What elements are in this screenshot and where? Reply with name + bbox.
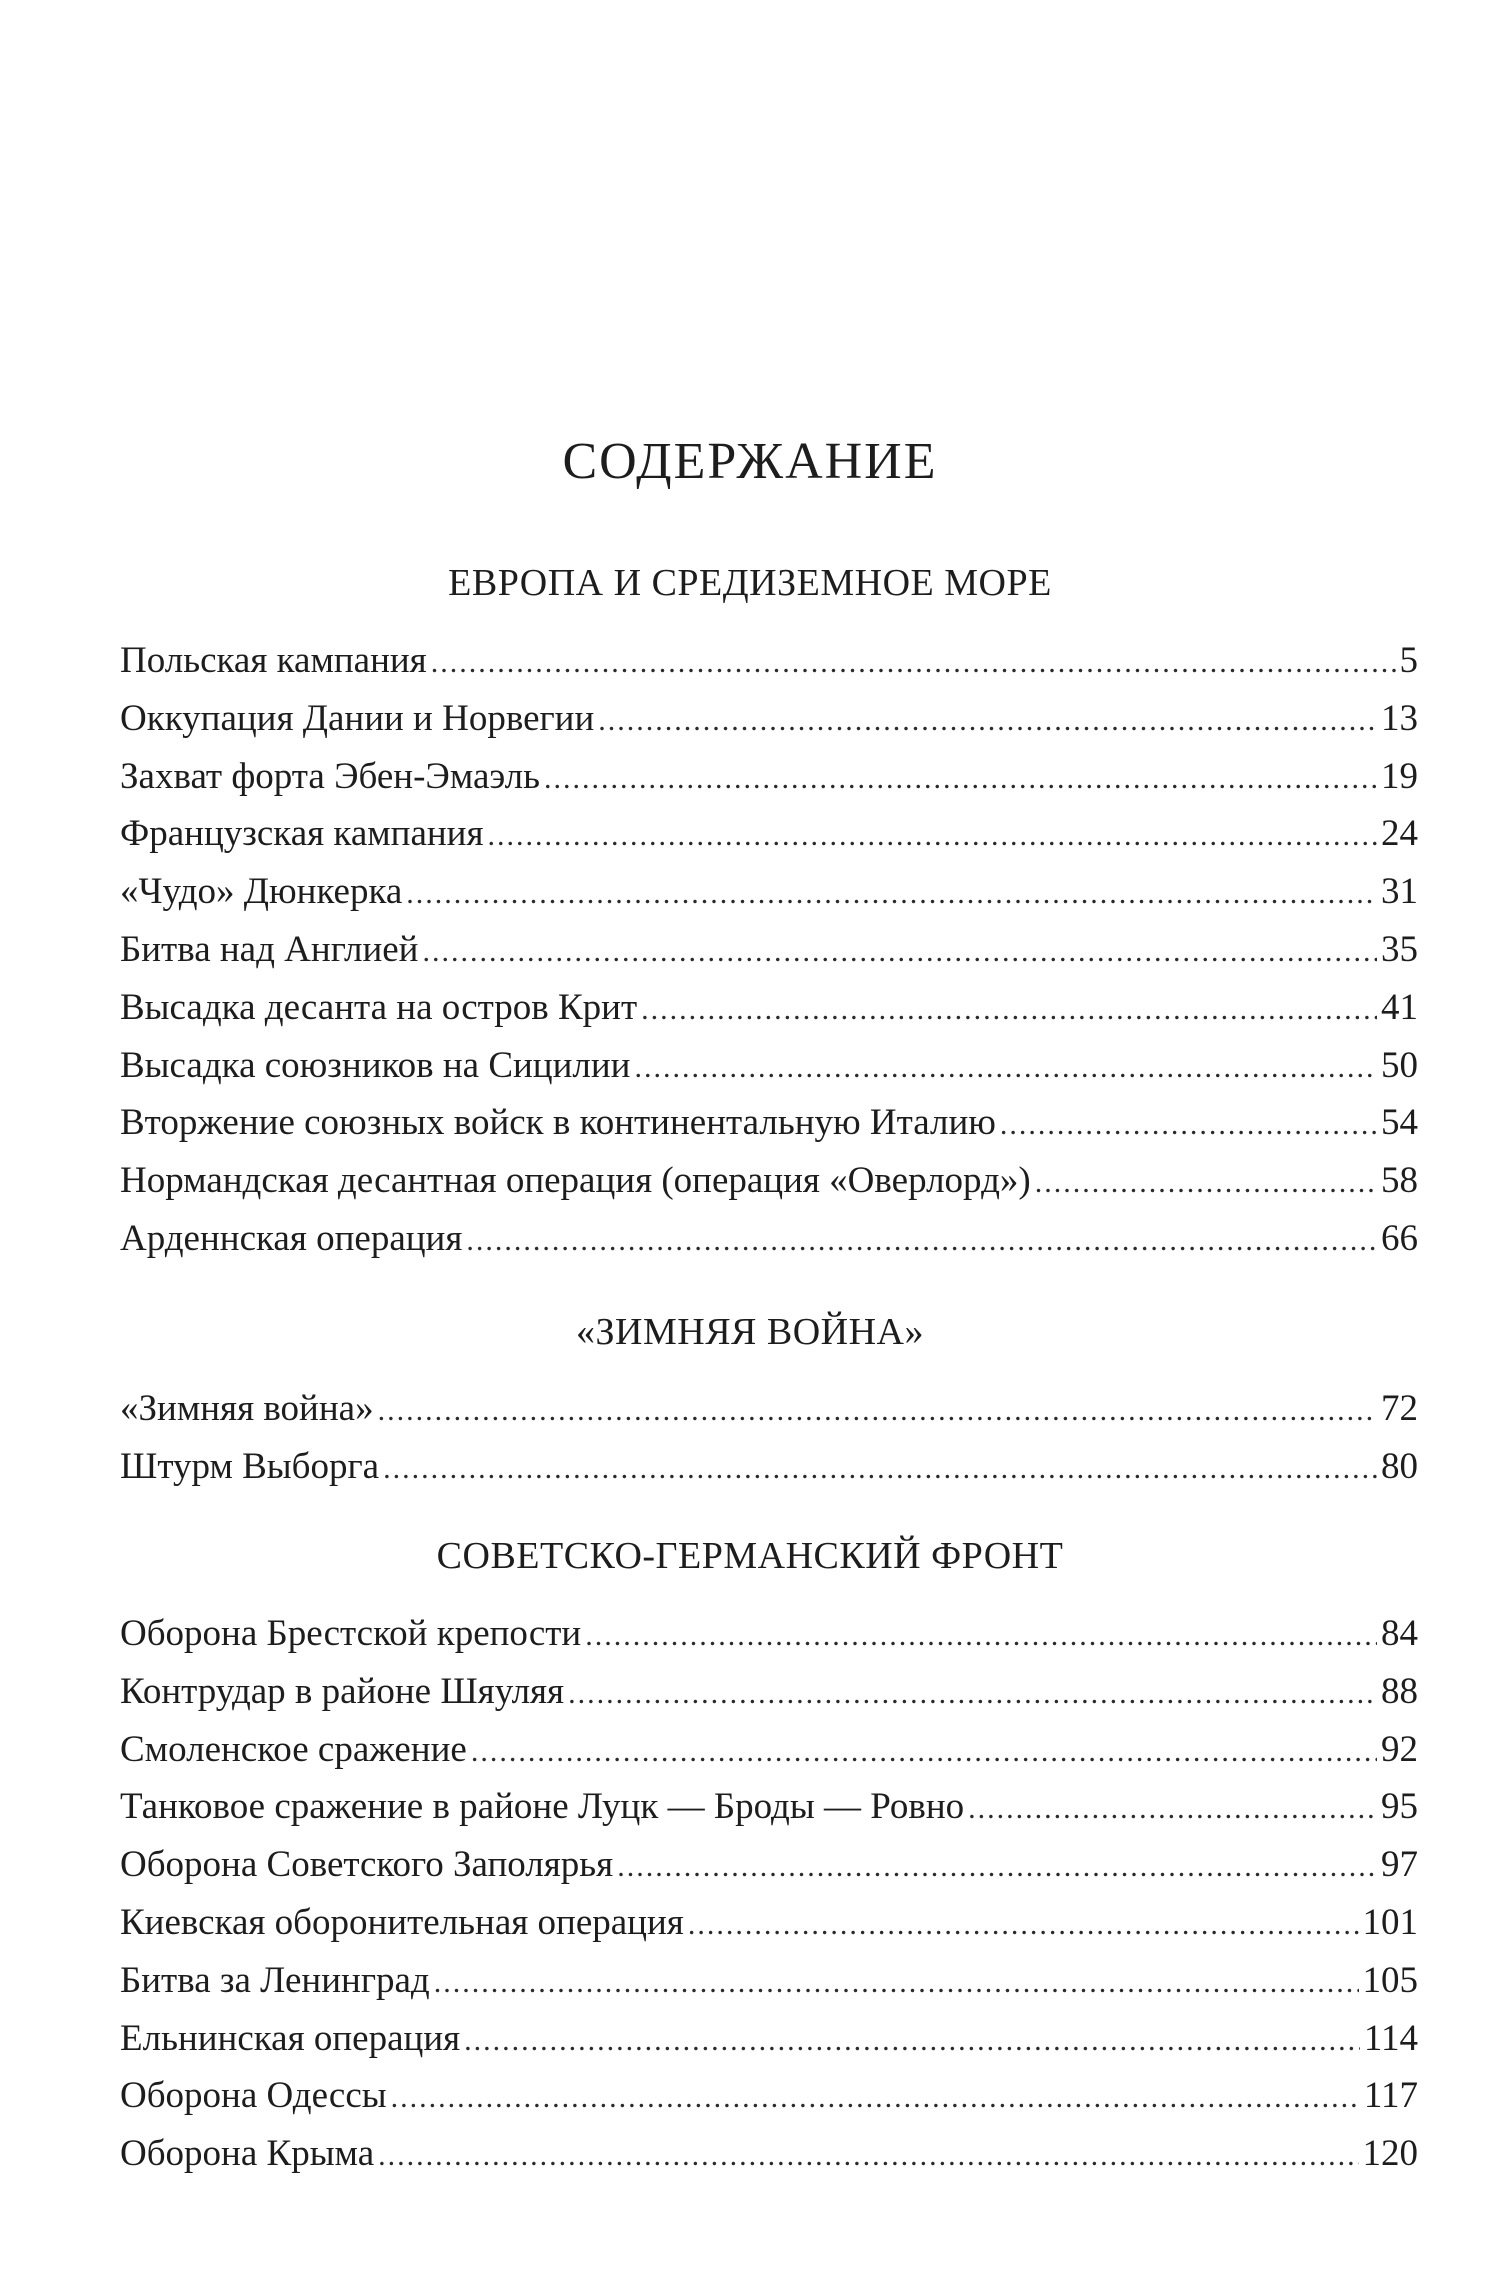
dot-leader xyxy=(688,1896,1359,1954)
toc-entry xyxy=(120,2125,1418,2183)
entry-page-number: 19 xyxy=(1381,755,1418,797)
entry-title: Французская кампания xyxy=(120,813,484,855)
toc-entry xyxy=(120,1094,1418,1152)
toc-entry xyxy=(120,748,1418,806)
entry-page-number: 72 xyxy=(1381,1388,1418,1429)
entry-page-number: 66 xyxy=(1381,1217,1418,1259)
toc-entry xyxy=(120,690,1418,748)
entry-page-number: 41 xyxy=(1381,986,1418,1028)
dot-leader xyxy=(544,750,1377,808)
toc-entry xyxy=(120,863,1418,921)
entry-page-number: 80 xyxy=(1381,1445,1418,1487)
toc-section-europe xyxy=(120,632,1418,1268)
entry-title: Танковое сражение в районе Луцк — Броды — Ровно xyxy=(120,1786,965,1828)
entry-page-number: 24 xyxy=(1381,813,1418,855)
toc-entry xyxy=(120,632,1418,690)
entry-title: Оборона Крыма xyxy=(120,2133,375,2175)
entry-title: Контрудар в районе Шяуляя xyxy=(120,1670,565,1712)
entry-page-number: 92 xyxy=(1381,1728,1418,1770)
entry-title: Битва за Ленинград xyxy=(120,1959,430,2001)
toc-entry xyxy=(120,1210,1418,1268)
entry-title: Арденнская операция xyxy=(120,1217,463,1259)
toc-entry xyxy=(120,1836,1418,1894)
dot-leader xyxy=(488,807,1378,865)
dot-leader xyxy=(568,1665,1377,1723)
dot-leader xyxy=(1000,1096,1377,1154)
dot-leader xyxy=(378,2127,1358,2185)
dot-leader xyxy=(422,923,1377,981)
toc-entry xyxy=(120,1152,1418,1210)
entry-page-number: 97 xyxy=(1381,1844,1418,1886)
entry-page-number: 101 xyxy=(1362,1901,1418,1943)
entry-title: Ельнинская операция xyxy=(120,2017,461,2059)
toc-entry xyxy=(120,1605,1418,1663)
entry-page-number: 114 xyxy=(1363,2017,1418,2059)
entry-title: Оборона Одессы xyxy=(120,2075,387,2117)
entry-title: Польская кампания xyxy=(120,640,427,681)
entry-page-number: 50 xyxy=(1381,1044,1418,1086)
entry-page-number: 31 xyxy=(1381,871,1418,913)
entry-page-number: 5 xyxy=(1399,640,1418,681)
section-heading-europe: ЕВРОПА И СРЕДИЗЕМНОЕ МОРЕ xyxy=(448,562,1052,604)
dot-leader xyxy=(1035,1154,1377,1212)
section-heading-winter-war: «ЗИМНЯЯ ВОЙНА» xyxy=(575,1311,925,1353)
dot-leader xyxy=(434,1954,1359,2012)
toc-entry xyxy=(120,1952,1418,2010)
dot-leader xyxy=(617,1838,1377,1896)
dot-leader xyxy=(641,981,1377,1039)
toc-entry xyxy=(120,1778,1418,1836)
toc-entry xyxy=(120,805,1418,863)
entry-title: Оборона Брестской крепости xyxy=(120,1613,582,1654)
toc-entry xyxy=(120,2010,1418,2068)
dot-leader xyxy=(466,1212,1377,1270)
dot-leader xyxy=(383,1440,1377,1498)
toc-entry xyxy=(120,979,1418,1037)
toc-entry xyxy=(120,1721,1418,1779)
dot-leader xyxy=(464,2012,1360,2070)
page-title: СОДЕРЖАНИЕ xyxy=(562,433,938,490)
entry-page-number: 13 xyxy=(1381,697,1418,739)
dot-leader xyxy=(968,1780,1377,1838)
entry-page-number: 84 xyxy=(1381,1613,1418,1654)
entry-page-number: 95 xyxy=(1381,1786,1418,1828)
dot-leader xyxy=(431,634,1396,692)
dot-leader xyxy=(406,865,1377,923)
entry-title: Оборона Советского Заполярья xyxy=(120,1844,614,1886)
toc-entry xyxy=(120,1894,1418,1952)
dot-leader xyxy=(634,1039,1377,1097)
dot-leader xyxy=(378,1382,1377,1440)
toc-entry xyxy=(120,2067,1418,2125)
entry-title: «Зимняя война» xyxy=(120,1388,374,1429)
toc-section-winter-war xyxy=(120,1380,1418,1496)
entry-title: Оккупация Дании и Норвегии xyxy=(120,697,595,739)
toc-entry xyxy=(120,1037,1418,1095)
toc-entry xyxy=(120,1380,1418,1438)
entry-page-number: 58 xyxy=(1381,1160,1418,1202)
entry-page-number: 54 xyxy=(1381,1102,1418,1144)
toc-entry xyxy=(120,1438,1418,1496)
entry-title: Смоленское сражение xyxy=(120,1728,467,1770)
entry-title: Киевская оборонительная операция xyxy=(120,1901,684,1943)
entry-page-number: 117 xyxy=(1363,2075,1418,2117)
dot-leader xyxy=(598,692,1377,750)
entry-title: Нормандская десантная операция (операция «Оверлорд») xyxy=(120,1160,1031,1202)
section-heading-eastern-front: СОВЕТСКО-ГЕРМАНСКИЙ ФРОНТ xyxy=(436,1535,1064,1577)
toc-entry xyxy=(120,921,1418,979)
entry-title: Штурм Выборга xyxy=(120,1445,380,1487)
dot-leader xyxy=(585,1607,1377,1665)
entry-title: Высадка десанта на остров Крит xyxy=(120,986,638,1028)
entry-title: «Чудо» Дюнкерка xyxy=(120,871,403,913)
entry-title: Высадка союзников на Сицилии xyxy=(120,1044,631,1086)
entry-page-number: 88 xyxy=(1381,1670,1418,1712)
toc-entry xyxy=(120,1663,1418,1721)
toc-section-eastern-front xyxy=(120,1605,1418,2183)
entry-page-number: 120 xyxy=(1362,2133,1418,2175)
entry-page-number: 35 xyxy=(1381,928,1418,970)
entry-title: Вторжение союзных войск в континентальную Италию xyxy=(120,1102,996,1144)
entry-page-number: 105 xyxy=(1362,1959,1418,2001)
dot-leader xyxy=(471,1723,1377,1781)
entry-title: Битва над Англией xyxy=(120,928,419,970)
dot-leader xyxy=(391,2069,1360,2127)
entry-title: Захват форта Эбен-Эмаэль xyxy=(120,755,540,797)
